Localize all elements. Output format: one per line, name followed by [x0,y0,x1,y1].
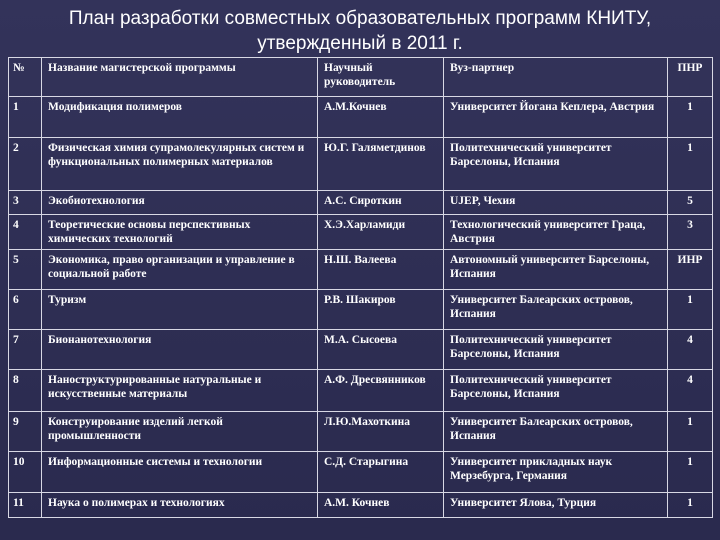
partner-university: Политехнический университет Барселоны, Испания [444,138,668,191]
table-row [9,330,713,370]
partner-university: Политехнический университет Барселоны, Испания [444,370,668,412]
table-row [9,412,713,452]
header-program: Название магистерской программы [42,58,318,97]
partner-university: Университет Балеарских островов, Испания [444,412,668,452]
supervisor: Х.Э.Харламиди [318,215,444,250]
supervisor: Р.В. Шакиров [318,290,444,330]
table-row [9,97,713,138]
pnr-value: 1 [668,412,713,452]
program-name: Конструирование изделий легкой промышленности [42,412,318,452]
pnr-value: 1 [668,493,713,518]
header-supervisor: Научный руководитель [318,58,444,97]
pnr-value: 1 [668,290,713,330]
title-line-2: утвержденный в 2011 г. [257,33,463,54]
partner-university: Университет Йогана Кеплера, Австрия [444,97,668,138]
partner-university: UJEP, Чехия [444,191,668,215]
pnr-value: 5 [668,191,713,215]
row-number: 9 [9,412,42,452]
supervisor: А.М.Кочнев [318,97,444,138]
supervisor: А.Ф. Дресвянников [318,370,444,412]
row-number: 11 [9,493,42,518]
supervisor: М.А. Сысоева [318,330,444,370]
program-name: Туризм [42,290,318,330]
row-number: 5 [9,250,42,290]
pnr-value: 1 [668,138,713,191]
program-name: Наноструктурированные натуральные и искусственные материалы [42,370,318,412]
table-row [9,493,713,518]
partner-university: Университет прикладных наук Мерзебурга, Германия [444,452,668,493]
pnr-value: ИНР [668,250,713,290]
supervisor: Ю.Г. Галяметдинов [318,138,444,191]
partner-university: Автономный университет Барселоны, Испания [444,250,668,290]
program-name: Экономика, право организации и управление в социальной работе [42,250,318,290]
program-name: Информационные системы и технологии [42,452,318,493]
page-title [40,6,680,56]
pnr-value: 1 [668,452,713,493]
row-number: 4 [9,215,42,250]
table-row [9,250,713,290]
pnr-value: 1 [668,97,713,138]
supervisor: Л.Ю.Махоткина [318,412,444,452]
row-number: 3 [9,191,42,215]
program-name: Физическая химия супрамолекулярных систем и функциональных полимерных материалов [42,138,318,191]
supervisor: С.Д. Старыгина [318,452,444,493]
table-row [9,370,713,412]
row-number: 6 [9,290,42,330]
pnr-value: 3 [668,215,713,250]
header-number: № [9,58,42,97]
partner-university: Технологический университет Граца, Австрия [444,215,668,250]
table-row [9,191,713,215]
table-row [9,452,713,493]
program-name: Экобиотехнология [42,191,318,215]
table-header-row [9,58,713,97]
table-row [9,290,713,330]
row-number: 1 [9,97,42,138]
row-number: 10 [9,452,42,493]
supervisor: Н.Ш. Валеева [318,250,444,290]
title-line-1: План разработки совместных образовательных программ КНИТУ, [68,8,652,29]
row-number: 2 [9,138,42,191]
partner-university: Университет Балеарских островов, Испания [444,290,668,330]
pnr-value: 4 [668,330,713,370]
program-name: Модификация полимеров [42,97,318,138]
programs-table [8,57,713,518]
row-number: 8 [9,370,42,412]
row-number: 7 [9,330,42,370]
supervisor: А.С. Сироткин [318,191,444,215]
program-name: Наука о полимерах и технологиях [42,493,318,518]
table-row [9,138,713,191]
pnr-value: 4 [668,370,713,412]
program-name: Теоретические основы перспективных химических технологий [42,215,318,250]
program-name: Бионанотехнология [42,330,318,370]
header-partner: Вуз-партнер [444,58,668,97]
supervisor: А.М. Кочнев [318,493,444,518]
table-row [9,215,713,250]
header-pnr: ПНР [668,58,713,97]
partner-university: Университет Ялова, Турция [444,493,668,518]
partner-university: Политехнический университет Барселоны, Испания [444,330,668,370]
